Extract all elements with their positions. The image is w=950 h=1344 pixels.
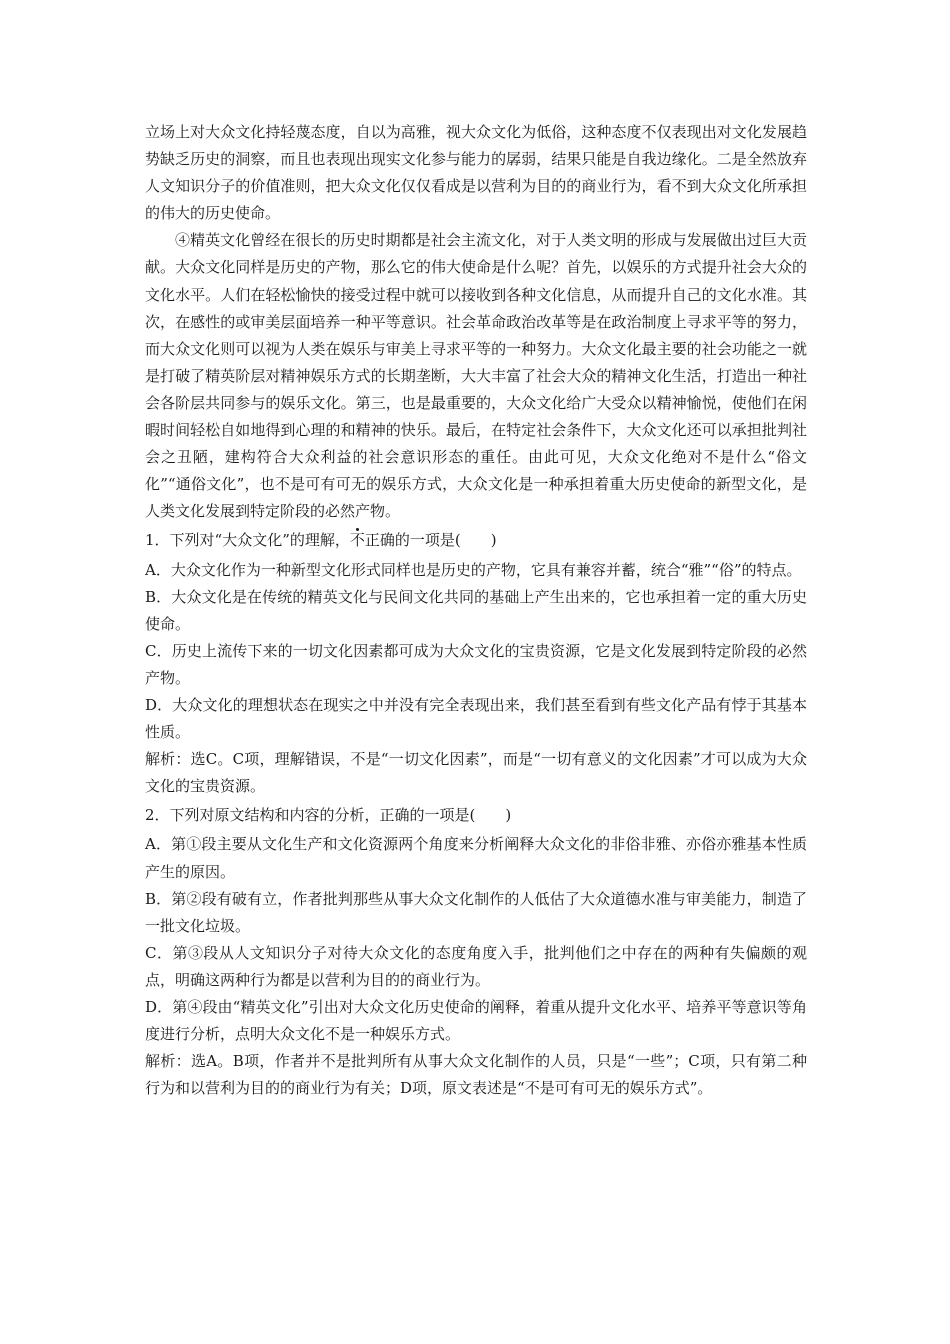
question-1-option-c: C．历史上流传下来的一切文化因素都可成为大众文化的宝贵资源，它是文化发展到特定阶段的必然产物。 xyxy=(145,641,807,687)
question-2 xyxy=(145,802,807,1102)
question-2-analysis: 解析：选A。B项，作者并不是批判所有从事大众文化制作的人员，只是“一些”；C项，只有第二种行为和以营利为目的的商业行为有关；D项，原文表述是“不是可有可无的娱乐方式”。 xyxy=(145,1052,807,1098)
question-1-option-d: D．大众文化的理想状态在现实之中并没有完全表现出来，我们甚至看到有些文化产品有悖于其基本性质。 xyxy=(145,695,807,742)
question-1 xyxy=(145,527,807,800)
passage-paragraph-4: ④精英文化曾经在很长的历史时期都是社会主流文化，对于人类文明的形成与发展做出过巨大贡献。大众文化同样是历史的产物，那么它的伟大使命是什么呢？首先，以娱乐的方式提升社会大众的文化水平。人们在轻松愉快的接受过程中就可以接收到各种文化信息，从而提升自己的文化水准。其次，在感性的或审美层面培养一种平等意识。社会革命政治改革等是在政治制度上寻求平等的努力，而大众文化则可以视为人类在娱乐与审美上寻求平等的一种努力。大众文化最主要的社会功能之一就是打破了精英阶层对精神娱乐方式的长期垄断，大大丰富了社会大众的精神文化生活，打造出一种社会各阶层共同参与的娱乐文化。第三，也是最重要的，大众文化给广大受众以精神愉悦，使他们在闲暇时间轻松自如地得到心理的和精神的快乐。最后，在特定社会条件下，大众文化还可以承担批判社会之丑陋，建构符合大众利益的社会意识形态的重任。由此可见，大众文化绝对不是什么“俗文化”“通俗文化”，也不是可有可无的娱乐方式，大众文化是一种承担着重大历史使命的新型文化，是人类文化发展到特定阶段的必然产物。 xyxy=(145,231,807,521)
document-page xyxy=(145,119,807,1102)
question-1-stem xyxy=(145,527,807,554)
question-1-option-b: B．大众文化是在传统的精英文化与民间文化共同的基础上产生出来的，它也承担着一定的重大历史使命。 xyxy=(145,587,807,633)
question-2-option-a: A．第①段主要从文化生产和文化资源两个角度来分析阐释大众文化的非俗非雅、亦俗亦雅基本性质产生的原因。 xyxy=(145,835,807,881)
question-2-option-b: B．第②段有破有立，作者批判那些从事大众文化制作的人低估了大众道德水准与审美能力，制造了一批文化垃圾。 xyxy=(145,889,807,935)
question-2-stem xyxy=(145,802,807,829)
question-1-stem-before: 1．下列对“大众文化”的理解， xyxy=(145,531,350,550)
question-2-option-d: D．第④段由“精英文化”引出对大众文化历史使命的阐释，着重从提升文化水平、培养平等意识等角度进行分析，点明大众文化不是一种娱乐方式。 xyxy=(145,998,807,1044)
question-1-emphasis-mark: 不 xyxy=(350,527,365,554)
question-1-stem-after: 正确的一项是( ) xyxy=(364,531,497,550)
question-2-stem-before: 2．下列对原文结构和内容的分析，正确的一项是( ) xyxy=(145,806,512,825)
passage-paragraph-3-continued: 立场上对大众文化持轻蔑态度，自以为高雅，视大众文化为低俗，这种态度不仅表现出对文化发展趋势缺乏历史的洞察，而且也表现出现实文化参与能力的孱弱，结果只能是自我边缘化。二是全然放弃人文知识分子的价值准则，把大众文化仅仅看成是以营利为目的的商业行为，看不到大众文化所承担的伟大的历史使命。 xyxy=(145,123,807,223)
question-1-analysis: 解析：选C。C项，理解错误，不是“一切文化因素”，而是“一切有意义的文化因素”才可以成为大众文化的宝贵资源。 xyxy=(145,750,807,796)
question-2-option-c: C．第③段从人文知识分子对待大众文化的态度角度入手，批判他们之中存在的两种有失偏颇的观点，明确这两种行为都是以营利为目的的商业行为。 xyxy=(145,943,807,989)
question-1-option-a: A．大众文化作为一种新型文化形式同样也是历史的产物，它具有兼容并蓄，统合“雅”“俗”的特点。 xyxy=(145,560,802,579)
